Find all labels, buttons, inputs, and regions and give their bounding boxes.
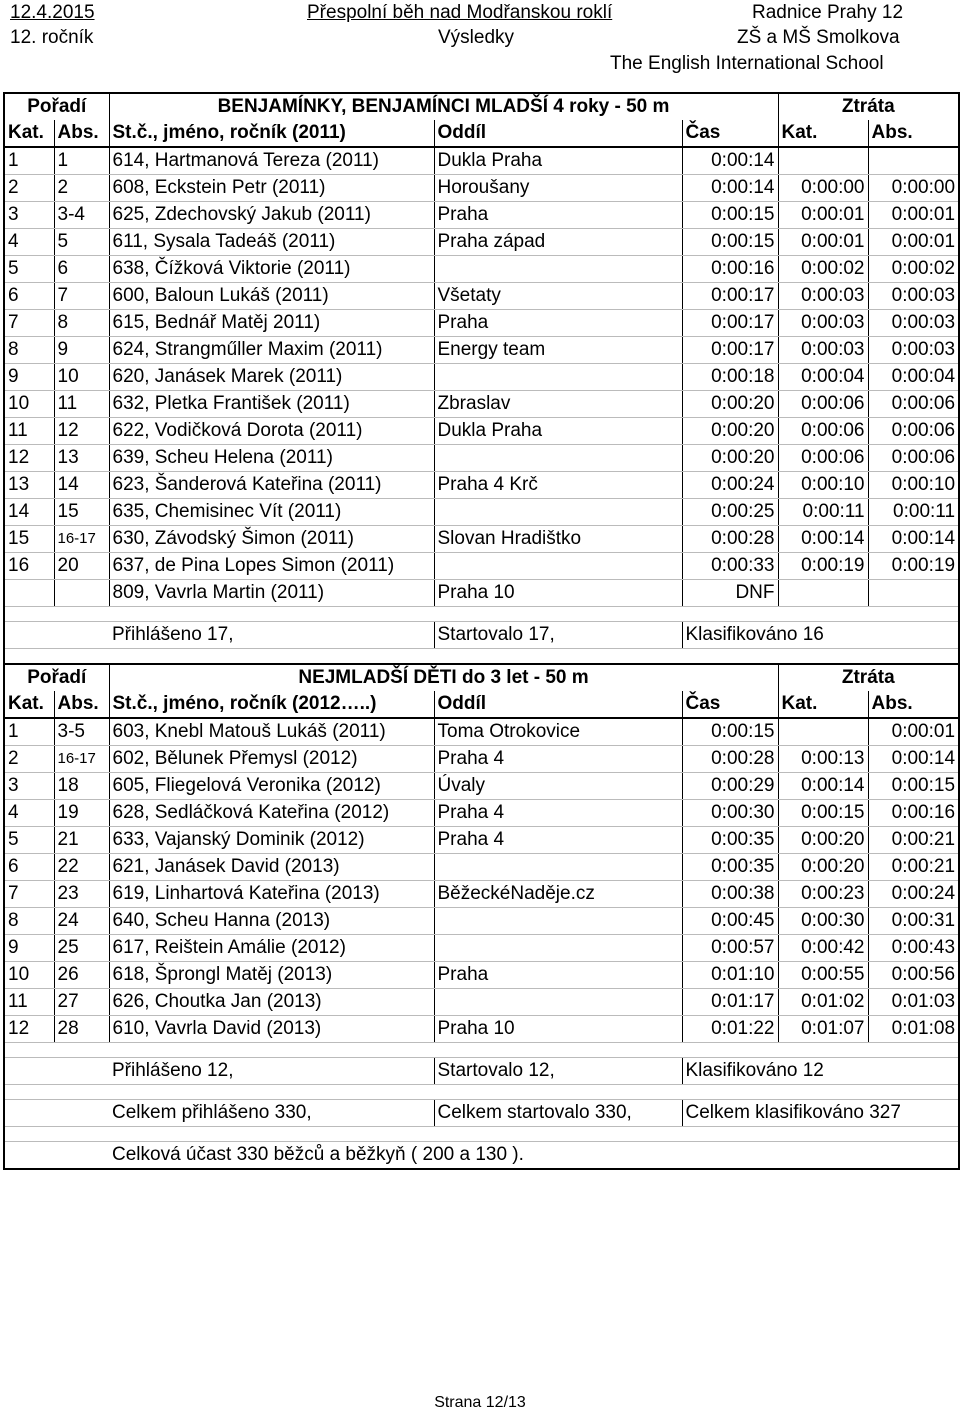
cell-name: 602, Bělunek Přemysl (2012) — [109, 746, 434, 773]
cell-oddil: Zbraslav — [434, 391, 682, 418]
cell-name: 610, Vavrla David (2013) — [109, 1016, 434, 1043]
col-kat: Kat. — [4, 120, 54, 147]
category-title: NEJMLADŠÍ DĚTI do 3 let - 50 m — [109, 664, 778, 691]
cell-cas: 0:01:17 — [682, 989, 778, 1016]
cell-loss-abs: 0:00:01 — [868, 718, 959, 746]
cell-oddil — [434, 499, 682, 526]
table-row — [4, 580, 959, 607]
cell-cas: 0:00:20 — [682, 445, 778, 472]
cell-oddil: Energy team — [434, 337, 682, 364]
cell-cas: 0:00:35 — [682, 854, 778, 881]
cell-oddil: Praha 10 — [434, 1016, 682, 1043]
cell-loss-abs: 0:00:03 — [868, 310, 959, 337]
cell-loss-abs: 0:00:16 — [868, 800, 959, 827]
cell-loss-kat: 0:00:15 — [778, 800, 868, 827]
cell-kat: 8 — [4, 337, 54, 364]
column-header-row — [4, 120, 959, 147]
header-edition: 12. ročník — [10, 27, 94, 48]
cell-loss-kat: 0:00:13 — [778, 746, 868, 773]
cell-abs: 16-17 — [54, 746, 109, 773]
poradi-label: Pořadí — [4, 664, 109, 691]
cell-loss-abs: 0:00:06 — [868, 418, 959, 445]
col-oddil: Oddíl — [434, 691, 682, 718]
cell-kat: 11 — [4, 418, 54, 445]
summary-startovalo: Startovalo 12, — [434, 1058, 682, 1085]
cell-oddil: Praha — [434, 202, 682, 229]
cell-kat: 2 — [4, 175, 54, 202]
cell-kat: 2 — [4, 746, 54, 773]
cell-cas: 0:00:15 — [682, 202, 778, 229]
cell-name: 630, Závodský Šimon (2011) — [109, 526, 434, 553]
cell-name: 617, Reištein Amálie (2012) — [109, 935, 434, 962]
cell-name: 614, Hartmanová Tereza (2011) — [109, 147, 434, 175]
category-title: BENJAMÍNKY, BENJAMÍNCI MLADŠÍ 4 roky - 50 m — [109, 93, 778, 120]
ztrata-label: Ztráta — [778, 664, 959, 691]
cell-cas: 0:00:14 — [682, 175, 778, 202]
cell-cas: 0:00:25 — [682, 499, 778, 526]
cell-name: 603, Knebl Matouš Lukáš (2011) — [109, 718, 434, 746]
cell-loss-abs: 0:00:06 — [868, 391, 959, 418]
cell-kat: 14 — [4, 499, 54, 526]
spacer-cell — [4, 607, 959, 622]
summary-prihlaseno: Přihlášeno 17, — [109, 622, 434, 649]
summary-klasifikovano: Klasifikováno 12 — [682, 1058, 959, 1085]
cell-abs: 18 — [54, 773, 109, 800]
cell-abs: 13 — [54, 445, 109, 472]
poradi-label: Pořadí — [4, 93, 109, 120]
cell-kat: 11 — [4, 989, 54, 1016]
table-row — [4, 773, 959, 800]
cell-name: 640, Scheu Hanna (2013) — [109, 908, 434, 935]
cell-loss-kat: 0:00:10 — [778, 472, 868, 499]
cell-name: 608, Eckstein Petr (2011) — [109, 175, 434, 202]
cell-loss-abs: 0:00:14 — [868, 526, 959, 553]
cell-abs: 12 — [54, 418, 109, 445]
cell-kat: 1 — [4, 147, 54, 175]
cell-loss-kat — [778, 718, 868, 746]
cell-kat: 3 — [4, 202, 54, 229]
cell-loss-kat: 0:00:01 — [778, 202, 868, 229]
cell-oddil: Praha západ — [434, 229, 682, 256]
spacer-row — [4, 1127, 959, 1142]
col-kat-loss: Kat. — [778, 120, 868, 147]
table-row — [4, 499, 959, 526]
cell-cas: 0:00:28 — [682, 526, 778, 553]
cell-oddil — [434, 256, 682, 283]
cell-loss-kat: 0:00:02 — [778, 256, 868, 283]
cell-cas: 0:01:10 — [682, 962, 778, 989]
cell-name: 635, Chemisinec Vít (2011) — [109, 499, 434, 526]
table-row — [4, 746, 959, 773]
cell-abs: 10 — [54, 364, 109, 391]
table-row — [4, 418, 959, 445]
cell-loss-kat: 0:00:23 — [778, 881, 868, 908]
table-row — [4, 202, 959, 229]
cell-loss-abs: 0:00:01 — [868, 202, 959, 229]
cell-name: 628, Sedláčková Kateřina (2012) — [109, 800, 434, 827]
col-name: St.č., jméno, ročník (2011) — [109, 120, 434, 147]
summary-prihlaseno: Přihlášeno 12, — [109, 1058, 434, 1085]
cell-loss-kat: 0:00:06 — [778, 445, 868, 472]
cell-oddil: Praha 4 — [434, 827, 682, 854]
cell-name: 624, Strangműller Maxim (2011) — [109, 337, 434, 364]
spacer-cell — [4, 1085, 959, 1100]
cell-kat: 1 — [4, 718, 54, 746]
results-table — [3, 92, 960, 1170]
cell-cas: 0:00:16 — [682, 256, 778, 283]
cell-loss-kat: 0:01:02 — [778, 989, 868, 1016]
cell-cas: 0:00:15 — [682, 718, 778, 746]
table-row — [4, 827, 959, 854]
summary-row — [4, 622, 959, 649]
cell-name: 638, Čížková Viktorie (2011) — [109, 256, 434, 283]
cell-kat: 9 — [4, 364, 54, 391]
cell-loss-abs: 0:00:43 — [868, 935, 959, 962]
cell-kat: 6 — [4, 854, 54, 881]
cell-loss-abs: 0:00:03 — [868, 337, 959, 364]
summary-empty — [4, 1058, 109, 1085]
cell-oddil: Praha — [434, 310, 682, 337]
cell-loss-abs: 0:00:21 — [868, 827, 959, 854]
cell-oddil — [434, 854, 682, 881]
cell-loss-kat: 0:00:19 — [778, 553, 868, 580]
totals-startovalo: Celkem startovalo 330, — [434, 1100, 682, 1127]
header-event: Přespolní běh nad Modřanskou roklí — [307, 2, 613, 23]
cell-kat: 12 — [4, 1016, 54, 1043]
participation-empty — [4, 1142, 109, 1170]
cell-loss-kat: 0:00:03 — [778, 337, 868, 364]
cell-kat: 12 — [4, 445, 54, 472]
cell-abs: 8 — [54, 310, 109, 337]
cell-abs: 19 — [54, 800, 109, 827]
cell-kat: 7 — [4, 881, 54, 908]
cell-cas: 0:00:17 — [682, 337, 778, 364]
cell-loss-abs: 0:00:14 — [868, 746, 959, 773]
table-row — [4, 962, 959, 989]
cell-loss-kat: 0:00:03 — [778, 283, 868, 310]
cell-cas: 0:00:20 — [682, 391, 778, 418]
header-date: 12.4.2015 — [10, 2, 95, 23]
cell-cas: 0:00:17 — [682, 283, 778, 310]
cell-loss-abs: 0:00:56 — [868, 962, 959, 989]
header-organizer-3: The English International School — [610, 53, 884, 74]
spacer-row — [4, 1043, 959, 1058]
category-header-row — [4, 664, 959, 691]
table-row — [4, 553, 959, 580]
cell-cas: DNF — [682, 580, 778, 607]
col-kat-loss: Kat. — [778, 691, 868, 718]
cell-abs: 5 — [54, 229, 109, 256]
cell-oddil — [434, 935, 682, 962]
cell-abs: 3-4 — [54, 202, 109, 229]
ztrata-label: Ztráta — [778, 93, 959, 120]
cell-loss-kat — [778, 580, 868, 607]
cell-kat: 5 — [4, 256, 54, 283]
cell-cas: 0:00:14 — [682, 147, 778, 175]
cell-abs: 22 — [54, 854, 109, 881]
header-organizer-2: ZŠ a MŠ Smolkova — [737, 27, 900, 48]
cell-cas: 0:00:30 — [682, 800, 778, 827]
table-row — [4, 147, 959, 175]
cell-loss-abs: 0:00:06 — [868, 445, 959, 472]
cell-loss-abs: 0:00:21 — [868, 854, 959, 881]
cell-cas: 0:00:28 — [682, 746, 778, 773]
cell-abs: 26 — [54, 962, 109, 989]
cell-oddil — [434, 364, 682, 391]
cell-kat: 7 — [4, 310, 54, 337]
summary-row — [4, 1058, 959, 1085]
cell-oddil — [434, 989, 682, 1016]
cell-name: 620, Janásek Marek (2011) — [109, 364, 434, 391]
cell-abs: 23 — [54, 881, 109, 908]
spacer-cell — [4, 1043, 959, 1058]
col-name: St.č., jméno, ročník (2012…..) — [109, 691, 434, 718]
cell-loss-kat: 0:00:00 — [778, 175, 868, 202]
cell-abs: 24 — [54, 908, 109, 935]
spacer-row — [4, 649, 959, 665]
cell-abs: 3-5 — [54, 718, 109, 746]
cell-abs: 6 — [54, 256, 109, 283]
cell-abs: 9 — [54, 337, 109, 364]
cell-abs: 14 — [54, 472, 109, 499]
cell-loss-abs: 0:00:04 — [868, 364, 959, 391]
cell-abs: 15 — [54, 499, 109, 526]
cell-name: 639, Scheu Helena (2011) — [109, 445, 434, 472]
cell-oddil: Praha 10 — [434, 580, 682, 607]
cell-kat: 15 — [4, 526, 54, 553]
cell-oddil: Praha 4 — [434, 800, 682, 827]
cell-name: 622, Vodičková Dorota (2011) — [109, 418, 434, 445]
cell-abs: 2 — [54, 175, 109, 202]
cell-loss-kat: 0:00:42 — [778, 935, 868, 962]
cell-loss-kat: 0:00:14 — [778, 773, 868, 800]
spacer-row — [4, 1085, 959, 1100]
cell-oddil: Všetaty — [434, 283, 682, 310]
table-row — [4, 526, 959, 553]
cell-loss-kat: 0:00:01 — [778, 229, 868, 256]
col-cas: Čas — [682, 691, 778, 718]
cell-name: 618, Šprongl Matěj (2013) — [109, 962, 434, 989]
table-row — [4, 445, 959, 472]
spacer-row — [4, 607, 959, 622]
table-row — [4, 229, 959, 256]
table-row — [4, 283, 959, 310]
cell-cas: 0:00:45 — [682, 908, 778, 935]
cell-name: 625, Zdechovský Jakub (2011) — [109, 202, 434, 229]
table-row — [4, 718, 959, 746]
cell-abs — [54, 580, 109, 607]
cell-oddil: Praha 4 Krč — [434, 472, 682, 499]
cell-oddil — [434, 553, 682, 580]
totals-prihlaseno: Celkem přihlášeno 330, — [109, 1100, 434, 1127]
participation-text: Celková účast 330 běžců a běžkyň ( 200 a 130 ). — [109, 1142, 959, 1170]
totals-klasifikovano: Celkem klasifikováno 327 — [682, 1100, 959, 1127]
cell-abs: 1 — [54, 147, 109, 175]
col-oddil: Oddíl — [434, 120, 682, 147]
col-abs-loss: Abs. — [868, 691, 959, 718]
cell-kat: 3 — [4, 773, 54, 800]
column-header-row — [4, 691, 959, 718]
cell-kat — [4, 580, 54, 607]
cell-oddil: Dukla Praha — [434, 418, 682, 445]
cell-abs: 7 — [54, 283, 109, 310]
cell-kat: 9 — [4, 935, 54, 962]
cell-loss-kat: 0:00:03 — [778, 310, 868, 337]
cell-loss-abs: 0:00:10 — [868, 472, 959, 499]
spacer-cell — [4, 649, 959, 665]
cell-loss-abs: 0:01:08 — [868, 1016, 959, 1043]
table-row — [4, 854, 959, 881]
participation-row — [4, 1142, 959, 1170]
cell-loss-kat: 0:00:55 — [778, 962, 868, 989]
cell-loss-abs: 0:00:11 — [868, 499, 959, 526]
table-row — [4, 989, 959, 1016]
cell-cas: 0:00:24 — [682, 472, 778, 499]
cell-loss-abs: 0:01:03 — [868, 989, 959, 1016]
summary-startovalo: Startovalo 17, — [434, 622, 682, 649]
cell-loss-kat: 0:00:06 — [778, 391, 868, 418]
cell-oddil: Praha 4 — [434, 746, 682, 773]
cell-loss-abs: 0:00:03 — [868, 283, 959, 310]
category-header-row — [4, 93, 959, 120]
table-row — [4, 935, 959, 962]
cell-name: 619, Linhartová Kateřina (2013) — [109, 881, 434, 908]
cell-oddil: Úvaly — [434, 773, 682, 800]
cell-loss-abs: 0:00:15 — [868, 773, 959, 800]
col-kat: Kat. — [4, 691, 54, 718]
cell-name: 623, Šanderová Kateřina (2011) — [109, 472, 434, 499]
cell-name: 621, Janásek David (2013) — [109, 854, 434, 881]
cell-oddil: BěžeckéNaděje.cz — [434, 881, 682, 908]
cell-loss-abs — [868, 147, 959, 175]
cell-cas: 0:00:29 — [682, 773, 778, 800]
cell-loss-kat: 0:00:11 — [778, 499, 868, 526]
cell-abs: 28 — [54, 1016, 109, 1043]
table-row — [4, 175, 959, 202]
cell-cas: 0:00:38 — [682, 881, 778, 908]
cell-name: 611, Sysala Tadeáš (2011) — [109, 229, 434, 256]
cell-abs: 21 — [54, 827, 109, 854]
spacer-cell — [4, 1127, 959, 1142]
cell-loss-kat: 0:00:20 — [778, 827, 868, 854]
cell-cas: 0:00:18 — [682, 364, 778, 391]
summary-empty — [4, 622, 109, 649]
table-row — [4, 391, 959, 418]
cell-cas: 0:00:15 — [682, 229, 778, 256]
cell-loss-kat: 0:00:04 — [778, 364, 868, 391]
table-row — [4, 256, 959, 283]
cell-loss-abs: 0:00:24 — [868, 881, 959, 908]
cell-oddil — [434, 908, 682, 935]
table-row — [4, 881, 959, 908]
cell-kat: 8 — [4, 908, 54, 935]
cell-kat: 13 — [4, 472, 54, 499]
cell-loss-kat: 0:01:07 — [778, 1016, 868, 1043]
cell-abs: 16-17 — [54, 526, 109, 553]
table-row — [4, 337, 959, 364]
cell-cas: 0:01:22 — [682, 1016, 778, 1043]
header-organizer-1: Radnice Prahy 12 — [752, 2, 904, 23]
cell-loss-abs — [868, 580, 959, 607]
table-row — [4, 908, 959, 935]
cell-oddil: Slovan Hradištko — [434, 526, 682, 553]
cell-name: 626, Choutka Jan (2013) — [109, 989, 434, 1016]
table-row — [4, 310, 959, 337]
cell-name: 600, Baloun Lukáš (2011) — [109, 283, 434, 310]
cell-loss-kat: 0:00:14 — [778, 526, 868, 553]
cell-loss-kat: 0:00:20 — [778, 854, 868, 881]
col-abs: Abs. — [54, 120, 109, 147]
cell-oddil: Toma Otrokovice — [434, 718, 682, 746]
cell-name: 637, de Pina Lopes Simon (2011) — [109, 553, 434, 580]
col-abs-loss: Abs. — [868, 120, 959, 147]
cell-cas: 0:00:20 — [682, 418, 778, 445]
cell-loss-kat — [778, 147, 868, 175]
cell-name: 632, Pletka František (2011) — [109, 391, 434, 418]
cell-kat: 4 — [4, 800, 54, 827]
cell-cas: 0:00:57 — [682, 935, 778, 962]
cell-loss-kat: 0:00:06 — [778, 418, 868, 445]
col-cas: Čas — [682, 120, 778, 147]
totals-empty — [4, 1100, 109, 1127]
cell-name: 809, Vavrla Martin (2011) — [109, 580, 434, 607]
cell-abs: 27 — [54, 989, 109, 1016]
cell-oddil — [434, 445, 682, 472]
cell-name: 605, Fliegelová Veronika (2012) — [109, 773, 434, 800]
cell-loss-abs: 0:00:19 — [868, 553, 959, 580]
cell-cas: 0:00:33 — [682, 553, 778, 580]
cell-kat: 10 — [4, 962, 54, 989]
table-row — [4, 1016, 959, 1043]
cell-loss-abs: 0:00:02 — [868, 256, 959, 283]
cell-oddil: Dukla Praha — [434, 147, 682, 175]
cell-kat: 4 — [4, 229, 54, 256]
totals-row — [4, 1100, 959, 1127]
cell-kat: 16 — [4, 553, 54, 580]
cell-name: 615, Bednář Matěj 2011) — [109, 310, 434, 337]
cell-abs: 20 — [54, 553, 109, 580]
cell-loss-abs: 0:00:01 — [868, 229, 959, 256]
header-section: Výsledky — [438, 27, 515, 48]
cell-oddil: Praha — [434, 962, 682, 989]
cell-cas: 0:00:35 — [682, 827, 778, 854]
table-row — [4, 800, 959, 827]
col-abs: Abs. — [54, 691, 109, 718]
cell-kat: 6 — [4, 283, 54, 310]
cell-kat: 10 — [4, 391, 54, 418]
cell-loss-abs: 0:00:00 — [868, 175, 959, 202]
page-number: Strana 12/13 — [434, 1394, 526, 1411]
cell-kat: 5 — [4, 827, 54, 854]
table-row — [4, 364, 959, 391]
cell-abs: 11 — [54, 391, 109, 418]
cell-name: 633, Vajanský Dominik (2012) — [109, 827, 434, 854]
cell-oddil: Horoušany — [434, 175, 682, 202]
cell-loss-abs: 0:00:31 — [868, 908, 959, 935]
summary-klasifikovano: Klasifikováno 16 — [682, 622, 959, 649]
cell-loss-kat: 0:00:30 — [778, 908, 868, 935]
table-row — [4, 472, 959, 499]
cell-abs: 25 — [54, 935, 109, 962]
cell-cas: 0:00:17 — [682, 310, 778, 337]
